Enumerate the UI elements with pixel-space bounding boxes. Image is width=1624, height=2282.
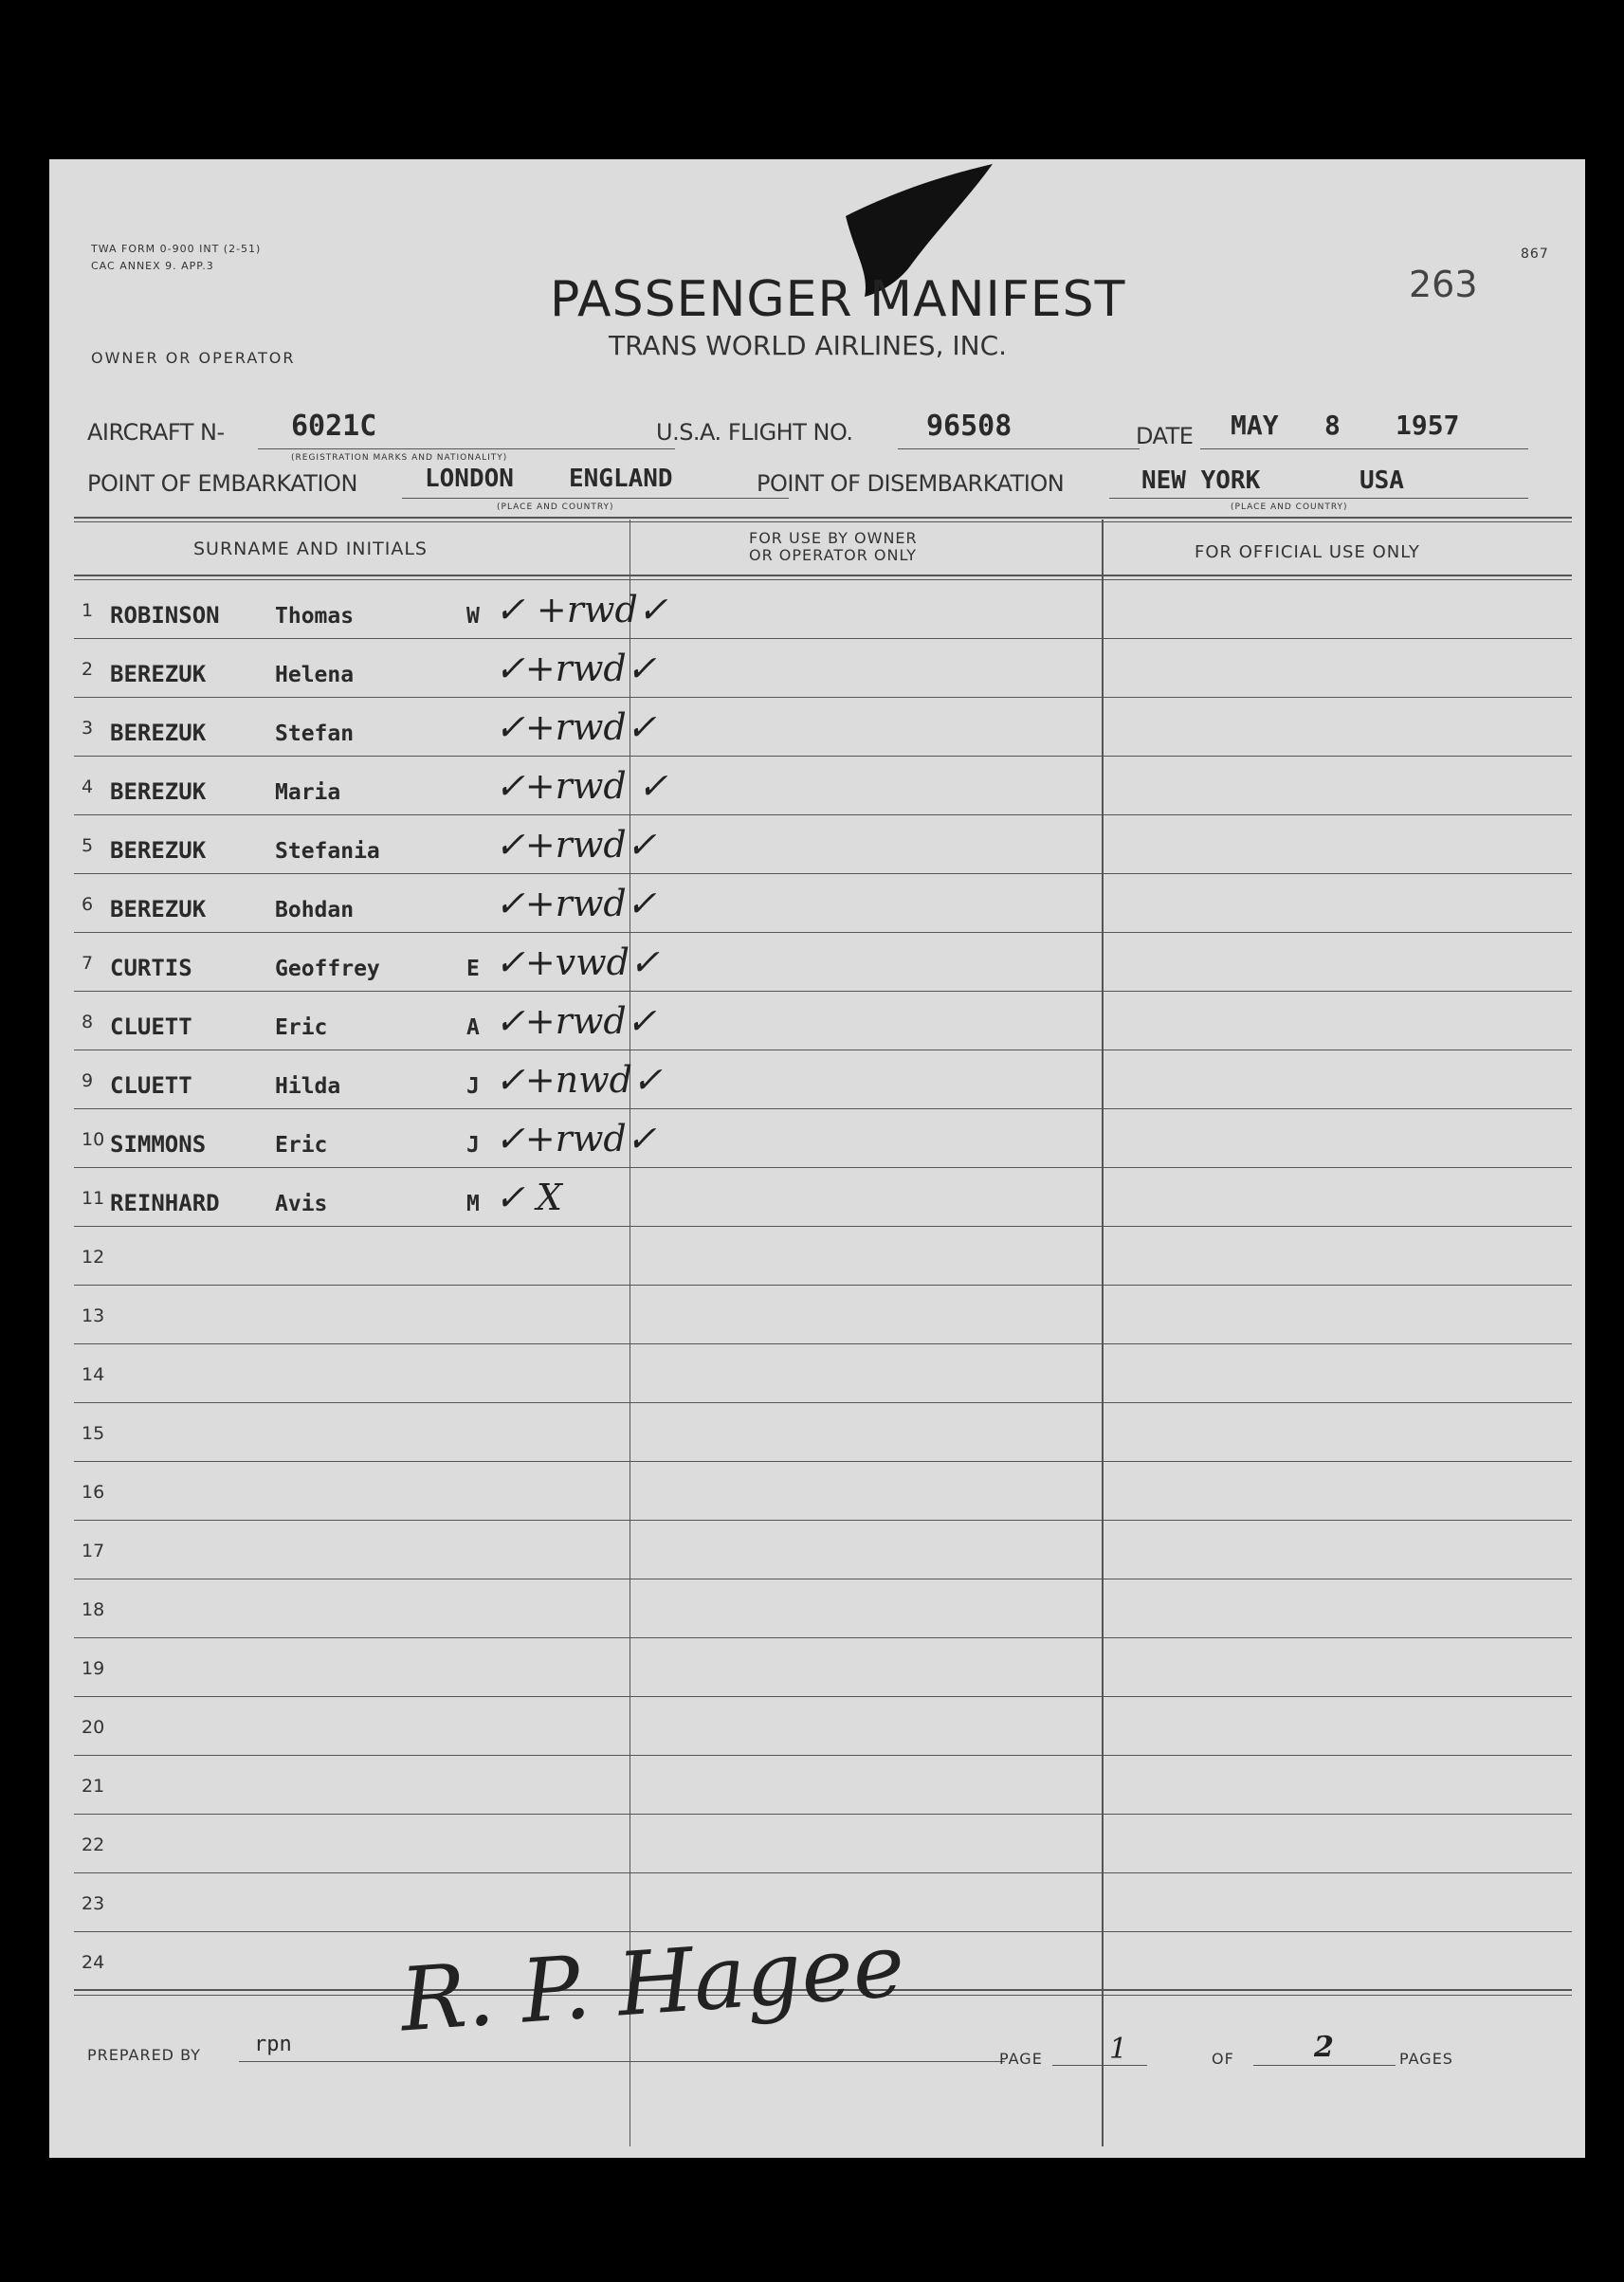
embarkation-city: LONDON [425,465,514,493]
passenger-surname: BEREZUK [110,720,207,746]
row-number: 6 [82,894,94,915]
row-number: 21 [82,1776,105,1797]
page-value: 1 [1109,2033,1128,2066]
row-number: 20 [82,1717,105,1738]
handwritten-check-marks: ✓ +rwd✓ [495,589,668,630]
row-number: 13 [82,1305,105,1326]
passenger-given-name: Thomas [275,604,355,629]
disembarkation-place-note: (PLACE AND COUNTRY) [1231,502,1348,512]
row-number: 23 [82,1893,105,1914]
row-number: 14 [82,1364,105,1385]
passenger-initial: J [466,1074,480,1099]
page-number-top: 263 [1409,264,1478,305]
row-number: 24 [82,1952,105,1973]
passenger-surname: CURTIS [110,955,192,981]
table-row [49,758,1585,816]
aircraft-value: 6021C [291,410,377,443]
passenger-initial: J [466,1133,480,1158]
embarkation-label: POINT OF EMBARKATION [87,470,357,497]
passenger-surname: CLUETT [110,1013,192,1040]
passenger-given-name: Maria [275,780,341,805]
row-number: 15 [82,1423,105,1444]
handwritten-check-marks: ✓+vwd✓ [495,941,660,983]
table-row [49,1345,1585,1404]
passenger-initial: M [466,1192,480,1216]
row-number: 7 [82,953,94,974]
passenger-given-name: Helena [275,663,355,687]
table-row [49,1404,1585,1463]
row-number: 17 [82,1541,105,1561]
disembarkation-city: NEW YORK [1141,466,1261,495]
row-number: 12 [82,1247,105,1268]
table-row [49,1287,1585,1345]
table-row [49,1110,1585,1169]
passenger-surname: BEREZUK [110,896,207,922]
aircraft-label: AIRCRAFT N- [87,419,225,446]
embarkation-place-note: (PLACE AND COUNTRY) [497,502,614,512]
table-row [49,1522,1585,1580]
date-label: DATE [1136,423,1194,449]
passenger-given-name: Hilda [275,1074,341,1099]
signature: R. P. Hagee [396,1914,908,2052]
passenger-surname: BEREZUK [110,661,207,687]
column-header-owner-use-2: OR OPERATOR ONLY [749,546,918,564]
table-row [49,1169,1585,1228]
table-row [49,875,1585,934]
handwritten-check-marks: ✓+rwd✓ [495,706,657,748]
passenger-surname: ROBINSON [110,602,220,629]
row-number: 1 [82,600,94,621]
column-header-surname: SURNAME AND INITIALS [193,539,428,559]
date-month: MAY [1231,410,1279,441]
handwritten-check-marks: ✓+rwd✓ [495,1118,657,1159]
column-header-official: FOR OFFICIAL USE ONLY [1195,542,1420,562]
page-title: PASSENGER MANIFEST [550,271,1126,328]
manifest-document [49,159,1585,2158]
row-number: 3 [82,718,94,739]
pages-label: PAGES [1399,2050,1453,2068]
date-day: 8 [1324,410,1341,441]
disembarkation-country: USA [1359,466,1404,495]
corner-number: 867 [1521,246,1549,262]
table-row [49,816,1585,875]
of-value: 2 [1314,2031,1334,2064]
embarkation-country: ENGLAND [569,465,673,493]
row-number: 10 [82,1129,105,1150]
passenger-given-name: Stefan [275,721,355,746]
row-number: 8 [82,1012,94,1032]
row-number: 9 [82,1070,94,1091]
table-row [49,699,1585,758]
flight-value: 96508 [926,410,1013,443]
prepared-by-value: rpn [254,2033,292,2056]
table-row [49,1228,1585,1287]
table-row [49,1698,1585,1757]
passenger-initial: A [466,1015,480,1040]
table-row [49,640,1585,699]
passenger-surname: BEREZUK [110,837,207,864]
row-number: 18 [82,1599,105,1620]
passenger-surname: BEREZUK [110,778,207,805]
row-number: 22 [82,1835,105,1855]
form-code-line1: TWA FORM 0-900 INT (2-51) [91,243,262,255]
row-number: 16 [82,1482,105,1503]
handwritten-check-marks: ✓+rwd ✓ [495,765,668,807]
handwritten-check-marks: ✓+rwd✓ [495,1000,657,1042]
table-row [49,1816,1585,1874]
passenger-surname: CLUETT [110,1072,192,1099]
table-row [49,1463,1585,1522]
row-number: 19 [82,1658,105,1679]
owner-label: OWNER OR OPERATOR [91,349,296,367]
date-year: 1957 [1396,410,1460,441]
row-number: 2 [82,659,94,680]
prepared-by-label: PREPARED BY [87,2046,201,2064]
handwritten-check-marks: ✓+rwd✓ [495,648,657,689]
table-row [49,1051,1585,1110]
passenger-initial: E [466,957,480,981]
passenger-given-name: Eric [275,1133,328,1158]
table-row [49,1580,1585,1639]
disembarkation-label: POINT OF DISEMBARKATION [757,470,1065,497]
handwritten-check-marks: ✓+rwd✓ [495,824,657,866]
passenger-surname: REINHARD [110,1190,220,1216]
handwritten-check-marks: ✓+nwd✓ [495,1059,663,1101]
page-subtitle: TRANS WORLD AIRLINES, INC. [609,330,1008,361]
row-number: 11 [82,1188,105,1209]
passenger-given-name: Stefania [275,839,380,864]
passenger-given-name: Avis [275,1192,328,1216]
row-number: 5 [82,835,94,856]
passenger-given-name: Geoffrey [275,957,380,981]
of-label: OF [1212,2050,1234,2068]
table-row [49,993,1585,1051]
form-code-line2: CAC ANNEX 9. APP.3 [91,260,214,272]
passenger-initial: W [466,604,480,629]
flight-label: U.S.A. FLIGHT NO. [656,419,853,446]
passenger-given-name: Eric [275,1015,328,1040]
column-header-owner-use-1: FOR USE BY OWNER [749,529,918,547]
row-number: 4 [82,776,94,797]
table-row [49,581,1585,640]
page-label: PAGE [999,2050,1043,2068]
handwritten-check-marks: ✓ X [495,1177,562,1218]
table-row [49,1757,1585,1816]
passenger-surname: SIMMONS [110,1131,207,1158]
registration-note: (REGISTRATION MARKS AND NATIONALITY) [291,453,508,463]
passenger-given-name: Bohdan [275,898,355,922]
table-row [49,1639,1585,1698]
handwritten-check-marks: ✓+rwd✓ [495,883,657,924]
table-row [49,934,1585,993]
